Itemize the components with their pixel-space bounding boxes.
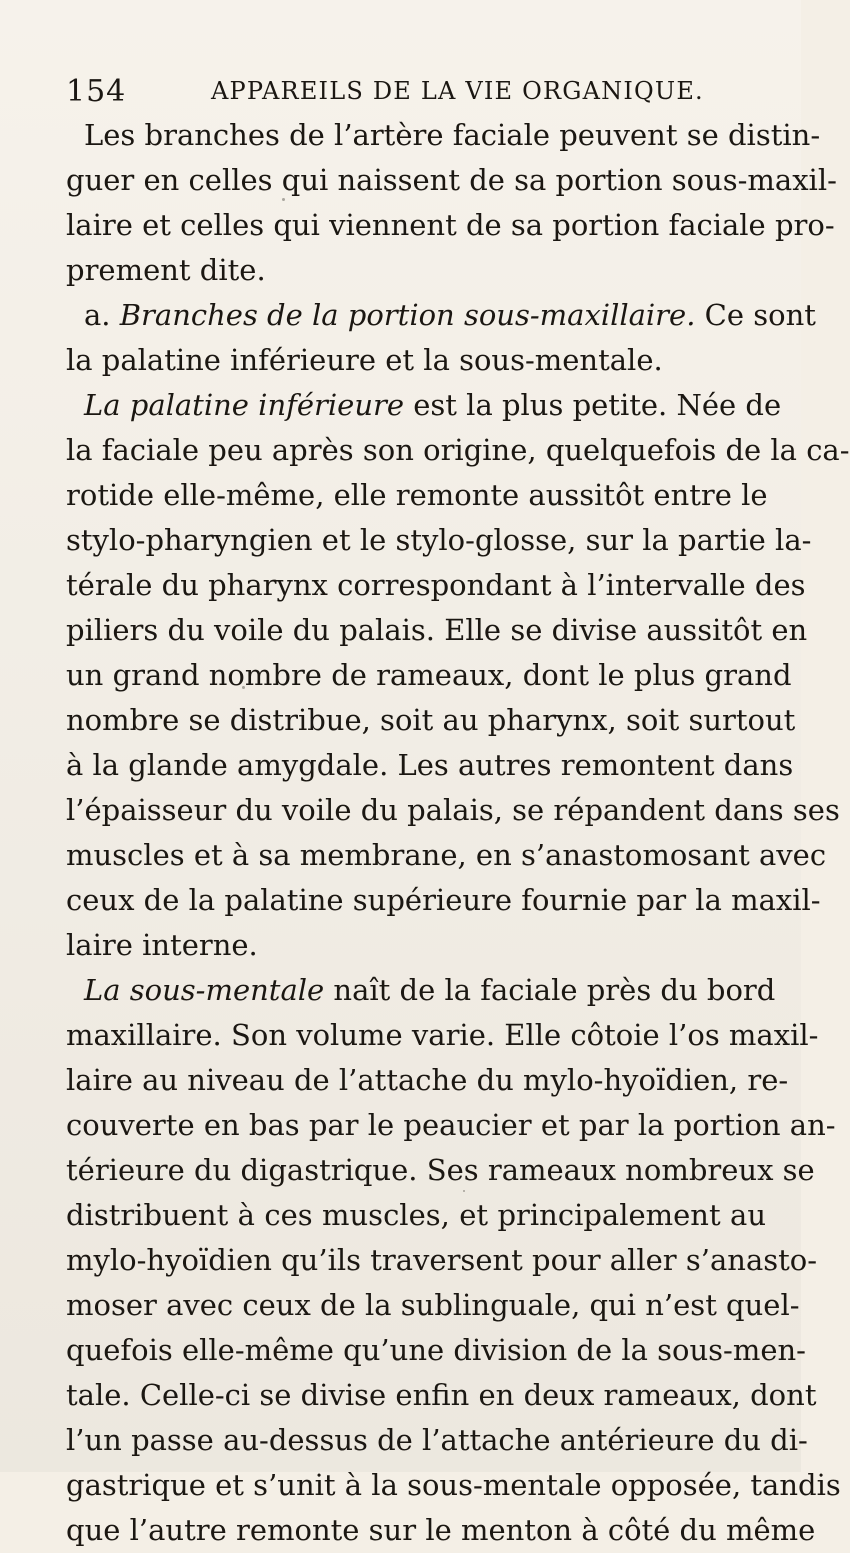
section-heading: Branches de la portion sous-maxillaire.: [119, 298, 696, 332]
text-line: gastrique et s’unit à la sous-mentale opposée, tandis: [66, 1468, 841, 1502]
text-line: guer en celles qui naissent de sa portion sous-maxil-: [66, 163, 837, 197]
section-letter: a.: [84, 298, 120, 332]
text-line: [66, 968, 776, 1013]
text-line: laire interne.: [66, 928, 258, 962]
text-line: l’un passe au-dessus de l’attache antérieure du di-: [66, 1423, 808, 1457]
text-line: laire et celles qui viennent de sa portion faciale pro-: [66, 208, 835, 242]
text-line: couverte en bas par le peaucier et par la portion an-: [66, 1108, 836, 1142]
text-line: quefois elle-même qu’une division de la sous-men-: [66, 1333, 806, 1367]
text-line: piliers du voile du palais. Elle se divise aussitôt en: [66, 613, 808, 647]
paper-speck: [282, 198, 285, 201]
body-text: [66, 113, 850, 1553]
page-header: [66, 74, 736, 118]
paper-speck: [463, 1190, 465, 1192]
text-line: à la glande amygdale. Les autres remontent dans: [66, 748, 794, 782]
text-fragment: Ce sont: [695, 298, 816, 332]
text-line: la palatine inférieure et la sous-mentale.: [66, 343, 663, 377]
text-line: tale. Celle-ci se divise enfin en deux rameaux, dont: [66, 1378, 817, 1412]
text-fragment: est la plus petite. Née de: [404, 388, 782, 422]
text-line: moser avec ceux de la sublinguale, qui n’est quel-: [66, 1288, 800, 1322]
text-line: ceux de la palatine supérieure fournie par la maxil-: [66, 883, 821, 917]
running-head: APPAREILS DE LA VIE ORGANIQUE.: [211, 77, 704, 105]
text-line: la faciale peu après son origine, quelquefois de la ca-: [66, 433, 850, 467]
text-line: laire au niveau de l’attache du mylo-hyoïdien, re-: [66, 1063, 789, 1097]
paper-speck: [242, 686, 245, 689]
text-line: que l’autre remonte sur le menton à côté du même: [66, 1513, 816, 1547]
term-palatine-inferieure: La palatine inférieure: [84, 388, 405, 422]
text-line: [66, 383, 782, 428]
text-line: un grand nombre de rameaux, dont le plus grand: [66, 658, 792, 692]
text-line: l’épaisseur du voile du palais, se répandent dans ses: [66, 793, 840, 827]
text-line: mylo-hyoïdien qu’ils traversent pour aller s’anasto-: [66, 1243, 818, 1277]
text-line: [66, 293, 816, 338]
term-sous-mentale: La sous-mentale: [84, 973, 325, 1007]
text-line: stylo-pharyngien et le stylo-glosse, sur la partie la-: [66, 523, 812, 557]
text-line: térieure du digastrique. Ses rameaux nombreux se: [66, 1153, 815, 1187]
text-line: nombre se distribue, soit au pharynx, soit surtout: [66, 703, 796, 737]
text-line: rotide elle-même, elle remonte aussitôt entre le: [66, 478, 768, 512]
text-fragment: naît de la faciale près du bord: [324, 973, 776, 1007]
page-number: 154: [66, 74, 127, 109]
text-line: Les branches de l’artère faciale peuvent se distin-: [84, 118, 821, 152]
text-line: muscles et à sa membrane, en s’anastomosant avec: [66, 838, 827, 872]
text-line: prement dite.: [66, 253, 266, 287]
text-line: maxillaire. Son volume varie. Elle côtoie l’os maxil-: [66, 1018, 819, 1052]
text-line: distribuent à ces muscles, et principalement au: [66, 1198, 766, 1232]
text-line: térale du pharynx correspondant à l’intervalle des: [66, 568, 806, 602]
